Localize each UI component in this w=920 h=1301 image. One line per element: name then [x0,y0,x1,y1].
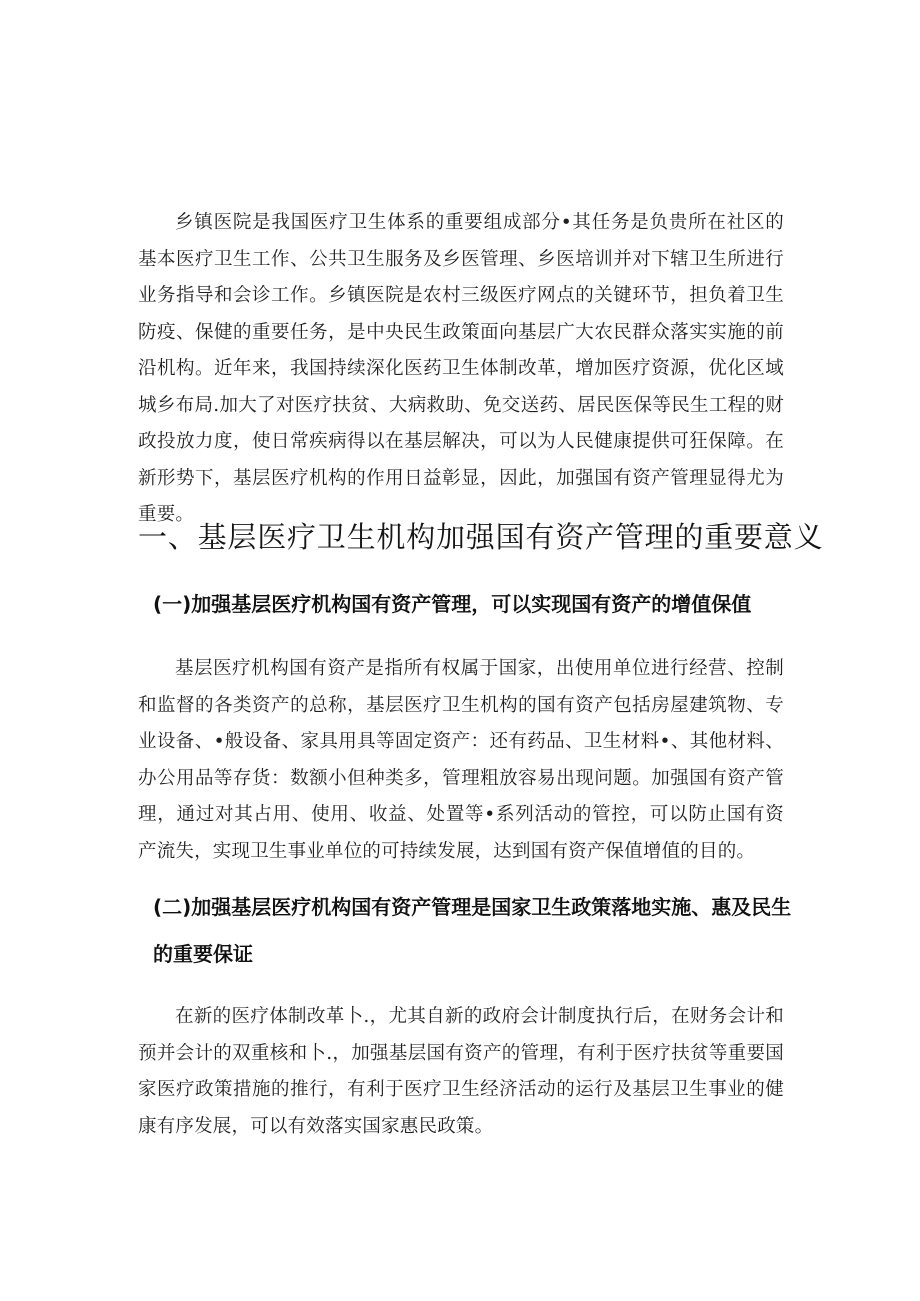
subsection-paragraph-2: 在新的医疗体制改革卜.，尤其自新的政府会计制度执行后，在财务会计和预并会计的双重核和卜.，加强基层国有资产的管理，有利于医疗扶贫等重要国家医疗政策措施的推行，有利于医疗卫生经济活动的运行及基层卫生事业的健康有序发展，可以有效落实国家惠民政策。 [138,1006,784,1137]
subsection-heading-2: (二)加强基层医疗机构国有资产管理是国家卫生政策落地实施、惠及民生的重要保证 [153,895,792,966]
section-heading-1: 一、基层医疗卫生机构加强国有资产管理的重要意义 [138,520,824,554]
intro-paragraph: 乡镇医院是我国医疗卫生体系的重要组成部分•其任务是负贵所在社区的基本医疗卫生工作、公共卫生服务及乡医管理、乡医培训并对下辖卫生所进行业务指导和会诊工作。乡镇医院是农村三级医疗网点的关键环节，担负着卫生防疫、保健的重要任务，是中央民生政策面向基层广大农民群众落实实施的前沿机构。近年来，我国持续深化医药卫生体制改革，增加医疗资源，优化区域城乡布局.加大了对医疗扶贫、大病救助、免交送药、居民医保等民生工程的财政投放力度，使日常疾病得以在基层解决，可以为人民健康提供可狂保障。在新形势下，基层医疗机构的作用日益彰显，因此，加强国有资产管理显得尤为重要。 [138,212,784,525]
subsection-paragraph-1: 基层医疗机构国有资产是指所有权属于国家，出使用单位进行经营、控制和监督的各类资产的总称，基层医疗卫生机构的国有资产包括房屋建筑物、专业设备、•般设备、家具用具等固定资产：还有药品、卫生材料•、其他材料、办公用品等存货：数额小但种类多，管理粗放容易出现问题。加强国有资产管理，通过对其占用、使用、收益、处置等•系列活动的管控，可以防止国有资产流失，实现卫生事业单位的可持续发展，达到国有资产保值增值的目的。 [138,658,784,862]
subsection-heading-1: (一)加强基层医疗机构国有资产管理，可以实现国有资产的增值保值 [153,592,752,616]
